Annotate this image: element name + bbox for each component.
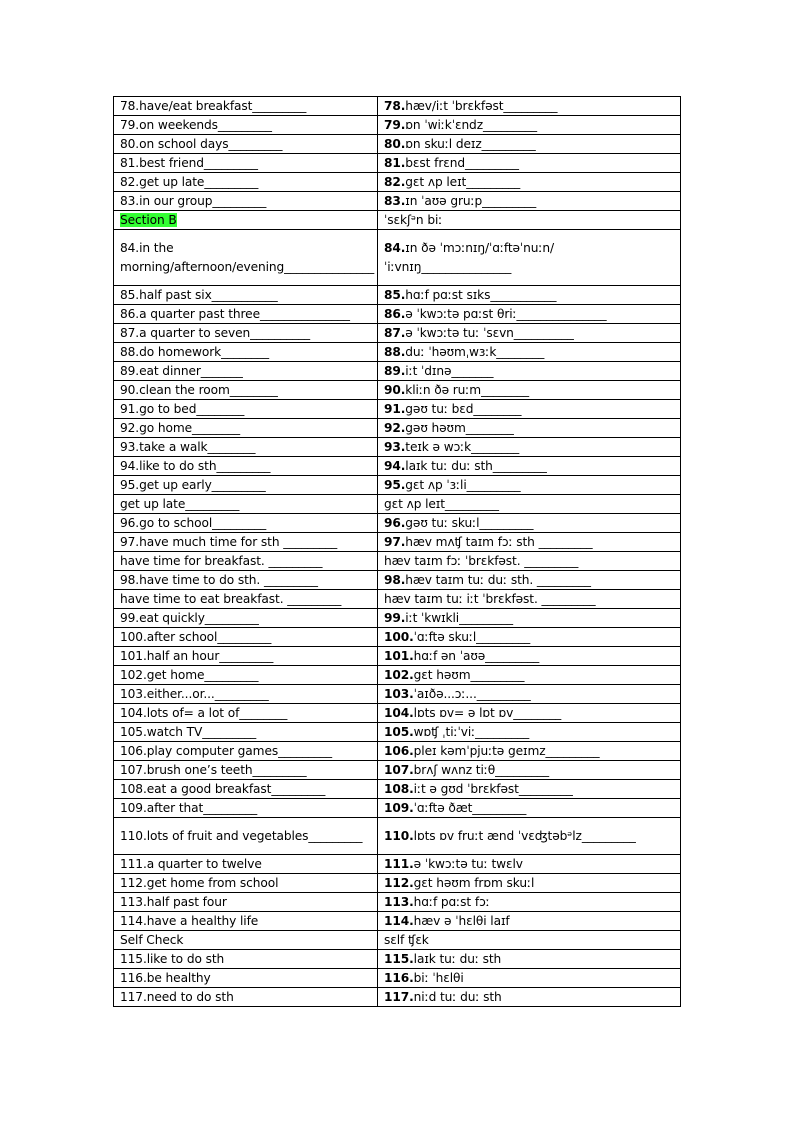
phonetic-transcription: kliːn ðə ruːm________ — [405, 383, 530, 397]
phonetic-transcription: hæv/iːt ˈbrɛkfəst_________ — [405, 99, 558, 113]
table-row — [114, 571, 681, 590]
item-number: 100. — [384, 630, 414, 644]
english-phrase-cell — [114, 97, 378, 116]
phonetic-cell — [378, 874, 681, 893]
english-phrase: 94.like to do sth_________ — [120, 459, 271, 473]
table-row — [114, 799, 681, 818]
table-row — [114, 438, 681, 457]
english-phrase: 93.take a walk________ — [120, 440, 256, 454]
table-row — [114, 950, 681, 969]
english-phrase-cell — [114, 855, 378, 874]
item-number: 110. — [384, 828, 414, 843]
english-phrase: 104.lots of= a lot of________ — [120, 706, 288, 720]
table-row — [114, 552, 681, 571]
phonetic-cell — [378, 305, 681, 324]
phonetic-transcription: iːt ə gʊd ˈbrɛkfəst_________ — [413, 782, 573, 796]
english-phrase-cell — [114, 135, 378, 154]
item-number: 103. — [384, 687, 414, 701]
item-number: 93. — [384, 440, 406, 454]
phonetic-transcription: sɛlf ʧɛk — [384, 933, 429, 947]
phonetic-cell — [378, 362, 681, 381]
phonetic-cell — [378, 135, 681, 154]
table-row — [114, 476, 681, 495]
english-phrase: 92.go home________ — [120, 421, 240, 435]
phonetic-transcription: wɒʧ ˌtiːˈviː_________ — [413, 725, 530, 739]
english-phrase: 103.either...or..._________ — [120, 687, 269, 701]
phonetic-transcription: hɑːf pɑːst fɔː — [413, 895, 490, 909]
table-row — [114, 457, 681, 476]
table-row — [114, 362, 681, 381]
phonetic-cell — [378, 969, 681, 988]
phonetic-transcription: teɪk ə wɔːk________ — [405, 440, 520, 454]
english-phrase-cell — [114, 457, 378, 476]
english-phrase-cell — [114, 761, 378, 780]
item-number: 112. — [384, 876, 414, 890]
english-phrase-cell — [114, 230, 378, 286]
phonetic-transcription: bɛst frɛnd_________ — [405, 156, 519, 170]
phonetic-transcription: laɪk tuː duː sth — [413, 952, 502, 966]
phonetic-cell — [378, 116, 681, 135]
table-row — [114, 419, 681, 438]
english-phrase: get up late_________ — [120, 497, 240, 511]
table-row — [114, 647, 681, 666]
english-phrase-cell — [114, 362, 378, 381]
table-row — [114, 628, 681, 647]
table-row — [114, 780, 681, 799]
table-row — [114, 192, 681, 211]
english-phrase-cell — [114, 950, 378, 969]
phonetic-cell — [378, 495, 681, 514]
phonetic-transcription: iːt ˈdɪnə_______ — [405, 364, 494, 378]
english-phrase-cell — [114, 893, 378, 912]
english-phrase-cell — [114, 400, 378, 419]
item-number: 117. — [384, 990, 414, 1004]
english-phrase-cell — [114, 286, 378, 305]
english-phrase-cell — [114, 723, 378, 742]
english-phrase: 115.like to do sth — [120, 952, 225, 966]
table-row — [114, 893, 681, 912]
table-row — [114, 230, 681, 286]
english-phrase: 101.half an hour_________ — [120, 649, 274, 663]
item-number: 79. — [384, 118, 406, 132]
english-phrase-cell — [114, 685, 378, 704]
item-number: 95. — [384, 478, 406, 492]
table-row — [114, 286, 681, 305]
english-phrase-cell — [114, 969, 378, 988]
english-phrase-cell — [114, 628, 378, 647]
phonetic-cell — [378, 742, 681, 761]
phonetic-cell — [378, 211, 681, 230]
item-number: 92. — [384, 421, 406, 435]
english-phrase-cell — [114, 912, 378, 931]
phonetic-transcription: brʌʃ wʌnz tiːθ_________ — [413, 763, 550, 777]
phonetic-cell — [378, 931, 681, 950]
table-row — [114, 495, 681, 514]
item-number: 107. — [384, 763, 414, 777]
english-phrase: 100.after school_________ — [120, 630, 272, 644]
table-row — [114, 931, 681, 950]
item-number: 91. — [384, 402, 406, 416]
phonetic-cell — [378, 780, 681, 799]
english-phrase-cell — [114, 533, 378, 552]
english-phrase: 80.on school days_________ — [120, 137, 283, 151]
english-phrase-cell — [114, 609, 378, 628]
phonetic-cell — [378, 286, 681, 305]
english-phrase: 88.do homework________ — [120, 345, 270, 359]
phonetic-cell — [378, 609, 681, 628]
english-phrase-cell — [114, 116, 378, 135]
english-phrase-cell — [114, 704, 378, 723]
english-phrase-cell — [114, 173, 378, 192]
phonetic-transcription: ə ˈkwɔːtə pɑːst θriː_______________ — [405, 307, 607, 321]
phonetic-transcription: ˈɑːftə skuːl_________ — [413, 630, 531, 644]
phonetic-cell — [378, 571, 681, 590]
item-number: 102. — [384, 668, 414, 682]
english-phrase-cell — [114, 666, 378, 685]
item-number: 87. — [384, 326, 406, 340]
english-phrase: 90.clean the room________ — [120, 383, 278, 397]
english-phrase: 117.need to do sth — [120, 990, 234, 1004]
english-phrase-cell — [114, 305, 378, 324]
table-row — [114, 609, 681, 628]
english-phrase: 116.be healthy — [120, 971, 211, 985]
english-phrase: 113.half past four — [120, 895, 227, 909]
table-row — [114, 324, 681, 343]
item-number: 84. — [384, 241, 406, 255]
item-number: 83. — [384, 194, 406, 208]
table-row — [114, 874, 681, 893]
english-phrase-cell — [114, 590, 378, 609]
item-number: 106. — [384, 744, 414, 758]
phonetic-cell — [378, 723, 681, 742]
english-phrase: 110.lots of fruit and vegetables_________ — [120, 828, 363, 843]
english-phrase-cell — [114, 818, 378, 855]
item-number: 96. — [384, 516, 406, 530]
phonetic-transcription: gəʊ tuː bɛd________ — [405, 402, 522, 416]
item-number: 105. — [384, 725, 414, 739]
table-row — [114, 685, 681, 704]
english-phrase: 85.half past six___________ — [120, 288, 278, 302]
phonetic-cell — [378, 704, 681, 723]
item-number: 78. — [384, 99, 406, 113]
phonetic-transcription: ˈaɪðə...ɔː..._________ — [413, 687, 531, 701]
table-row — [114, 154, 681, 173]
english-phrase-cell — [114, 343, 378, 362]
english-phrase: Self Check — [120, 933, 184, 947]
phonetic-cell — [378, 855, 681, 874]
english-phrase: 84.in the morning/afternoon/evening_______________ — [120, 241, 375, 274]
item-number: 94. — [384, 459, 406, 473]
item-number: 104. — [384, 706, 414, 720]
item-number: 115. — [384, 952, 414, 966]
phonetic-transcription: hæv taɪm tuː duː sth. _________ — [405, 573, 591, 587]
item-number: 116. — [384, 971, 414, 985]
item-number: 88. — [384, 345, 406, 359]
phonetic-cell — [378, 647, 681, 666]
table-row — [114, 818, 681, 855]
english-phrase: 112.get home from school — [120, 876, 279, 890]
phonetic-cell — [378, 381, 681, 400]
phonetic-transcription: gɛt ʌp leɪt_________ — [384, 497, 499, 511]
english-phrase: 89.eat dinner_______ — [120, 364, 243, 378]
item-number: 108. — [384, 782, 414, 796]
english-phrase: 86.a quarter past three_______________ — [120, 307, 350, 321]
english-phrase: 106.play computer games_________ — [120, 744, 333, 758]
phonetic-cell — [378, 988, 681, 1007]
english-phrase-cell — [114, 988, 378, 1007]
phonetic-transcription: pleɪ kəmˈpjuːtə geɪmz_________ — [413, 744, 600, 758]
english-phrase: 78.have/eat breakfast_________ — [120, 99, 307, 113]
phonetic-transcription: gɛt ʌp ˈɜːli_________ — [405, 478, 521, 492]
phonetic-cell — [378, 533, 681, 552]
english-phrase: 82.get up late_________ — [120, 175, 259, 189]
item-number: 80. — [384, 137, 406, 151]
phonetic-transcription: ə ˈkwɔːtə tuː twɛlv — [413, 857, 523, 871]
phonetic-cell — [378, 173, 681, 192]
phonetic-cell — [378, 230, 681, 286]
english-phrase: 108.eat a good breakfast_________ — [120, 782, 326, 796]
phonetic-cell — [378, 761, 681, 780]
phonetic-transcription: gəʊ həʊm________ — [405, 421, 514, 435]
english-phrase-cell — [114, 154, 378, 173]
phonetic-transcription: hæv mʌʧ taɪm fɔː sth _________ — [405, 535, 593, 549]
english-phrase: 105.watch TV_________ — [120, 725, 257, 739]
english-phrase-cell — [114, 647, 378, 666]
phonetic-cell — [378, 912, 681, 931]
item-number: 89. — [384, 364, 406, 378]
english-phrase-cell — [114, 192, 378, 211]
item-number: 101. — [384, 649, 414, 663]
item-number: 113. — [384, 895, 414, 909]
english-phrase-cell — [114, 874, 378, 893]
english-phrase-cell — [114, 780, 378, 799]
phonetic-transcription: gɛt həʊm_________ — [413, 668, 525, 682]
table-row — [114, 723, 681, 742]
phonetic-transcription: gɛt ʌp leɪt_________ — [405, 175, 521, 189]
phonetic-transcription: ə ˈkwɔːtə tuː ˈsɛvn__________ — [405, 326, 574, 340]
phonetic-cell — [378, 799, 681, 818]
item-number: 86. — [384, 307, 406, 321]
english-phrase-cell — [114, 742, 378, 761]
english-phrase: 81.best friend_________ — [120, 156, 258, 170]
table-row — [114, 381, 681, 400]
table-row — [114, 343, 681, 362]
english-phrase: 87.a quarter to seven__________ — [120, 326, 311, 340]
english-phrase-cell — [114, 799, 378, 818]
phonetic-cell — [378, 457, 681, 476]
table-row — [114, 704, 681, 723]
phonetic-transcription: biː ˈhɛlθi — [413, 971, 464, 985]
item-number: 99. — [384, 611, 406, 625]
table-row — [114, 969, 681, 988]
table-row — [114, 912, 681, 931]
english-phrase: have time to eat breakfast. _________ — [120, 592, 342, 606]
phonetic-cell — [378, 893, 681, 912]
table-row — [114, 135, 681, 154]
phonetic-cell — [378, 628, 681, 647]
table-row — [114, 400, 681, 419]
table-row — [114, 761, 681, 780]
english-phrase-cell — [114, 438, 378, 457]
phonetic-transcription: duː ˈhəʊmˌwɜːk________ — [405, 345, 545, 359]
english-phrase: 102.get home_________ — [120, 668, 259, 682]
phonetic-cell — [378, 154, 681, 173]
english-phrase-cell — [114, 495, 378, 514]
phonetic-cell — [378, 419, 681, 438]
phonetic-cell — [378, 476, 681, 495]
phonetic-cell — [378, 97, 681, 116]
table-row — [114, 514, 681, 533]
table-row — [114, 855, 681, 874]
table-row — [114, 988, 681, 1007]
phonetic-cell — [378, 400, 681, 419]
phonetic-cell — [378, 514, 681, 533]
phonetic-transcription: hæv ə ˈhɛlθi laɪf — [413, 914, 510, 928]
table-row — [114, 305, 681, 324]
english-phrase: 79.on weekends_________ — [120, 118, 272, 132]
phonetic-transcription: ɒn skuːl deɪz_________ — [405, 137, 536, 151]
phonetic-transcription: ˈɑːftə ðæt_________ — [413, 801, 527, 815]
english-phrase: 114.have a healthy life — [120, 914, 259, 928]
item-number: 109. — [384, 801, 414, 815]
phonetic-cell — [378, 685, 681, 704]
phonetic-transcription: niːd tuː duː sth — [413, 990, 502, 1004]
english-phrase: 96.go to school_________ — [120, 516, 267, 530]
table-row — [114, 666, 681, 685]
item-number: 111. — [384, 857, 414, 871]
english-phrase: 109.after that_________ — [120, 801, 258, 815]
phonetic-cell — [378, 666, 681, 685]
english-phrase: 111.a quarter to twelve — [120, 857, 262, 871]
table-row — [114, 742, 681, 761]
phonetic-transcription: ɪn ðə ˈmɔːnɪŋ/ˈɑːftəˈnuːn/ˈiːvnɪŋ_______________ — [384, 241, 555, 274]
phonetic-transcription: gɛt həʊm frɒm skuːl — [413, 876, 535, 890]
english-phrase-cell — [114, 381, 378, 400]
english-phrase: 107.brush one’s teeth_________ — [120, 763, 307, 777]
phonetic-cell — [378, 552, 681, 571]
phonetic-transcription: lɒts ɒv fruːt ænd ˈvɛʤtəbᵊlz_________ — [413, 828, 636, 843]
english-phrase: 97.have much time for sth _________ — [120, 535, 338, 549]
english-phrase-cell — [114, 211, 378, 230]
phonetic-cell — [378, 950, 681, 969]
vocabulary-table — [113, 96, 681, 1007]
english-phrase-cell — [114, 571, 378, 590]
english-phrase: 95.get up early_________ — [120, 478, 266, 492]
english-phrase-cell — [114, 931, 378, 950]
item-number: 85. — [384, 288, 406, 302]
phonetic-transcription: gəʊ tuː skuːl_________ — [405, 516, 534, 530]
english-phrase: 83.in our group_________ — [120, 194, 267, 208]
phonetic-cell — [378, 438, 681, 457]
english-phrase: have time for breakfast. _________ — [120, 554, 323, 568]
item-number: 114. — [384, 914, 414, 928]
item-number: 81. — [384, 156, 406, 170]
english-phrase-cell — [114, 514, 378, 533]
english-phrase-cell — [114, 419, 378, 438]
phonetic-transcription: lɒts ɒv= ə lɒt ɒv________ — [413, 706, 562, 720]
english-phrase-cell — [114, 324, 378, 343]
phonetic-cell — [378, 343, 681, 362]
table-row — [114, 590, 681, 609]
english-phrase: 98.have time to do sth. _________ — [120, 573, 318, 587]
phonetic-transcription: iːt ˈkwɪkli_________ — [405, 611, 514, 625]
table-row — [114, 211, 681, 230]
table-row — [114, 533, 681, 552]
english-phrase-cell — [114, 476, 378, 495]
table-row — [114, 97, 681, 116]
phonetic-transcription: hɑːf ən ˈaʊə_________ — [413, 649, 540, 663]
phonetic-transcription: hæv taɪm fɔː ˈbrɛkfəst. _________ — [384, 554, 579, 568]
phonetic-cell — [378, 818, 681, 855]
item-number: 97. — [384, 535, 406, 549]
phonetic-cell — [378, 192, 681, 211]
section-heading: Section B — [120, 213, 177, 227]
phonetic-cell — [378, 324, 681, 343]
phonetic-transcription: ɪn ˈaʊə gruːp_________ — [405, 194, 537, 208]
item-number: 98. — [384, 573, 406, 587]
phonetic-transcription: ˈsɛkʃᵊn biː — [384, 213, 443, 227]
phonetic-transcription: hɑːf pɑːst sɪks___________ — [405, 288, 557, 302]
table-row — [114, 116, 681, 135]
english-phrase-cell — [114, 552, 378, 571]
item-number: 90. — [384, 383, 406, 397]
phonetic-transcription: hæv taɪm tuː iːt ˈbrɛkfəst. _________ — [384, 592, 596, 606]
item-number: 82. — [384, 175, 406, 189]
vocabulary-rows — [114, 97, 681, 1007]
phonetic-transcription: laɪk tuː duː sth_________ — [405, 459, 547, 473]
phonetic-cell — [378, 590, 681, 609]
english-phrase: 99.eat quickly_________ — [120, 611, 259, 625]
english-phrase: 91.go to bed________ — [120, 402, 245, 416]
table-row — [114, 173, 681, 192]
phonetic-transcription: ɒn ˈwiːkˈɛndz_________ — [405, 118, 537, 132]
